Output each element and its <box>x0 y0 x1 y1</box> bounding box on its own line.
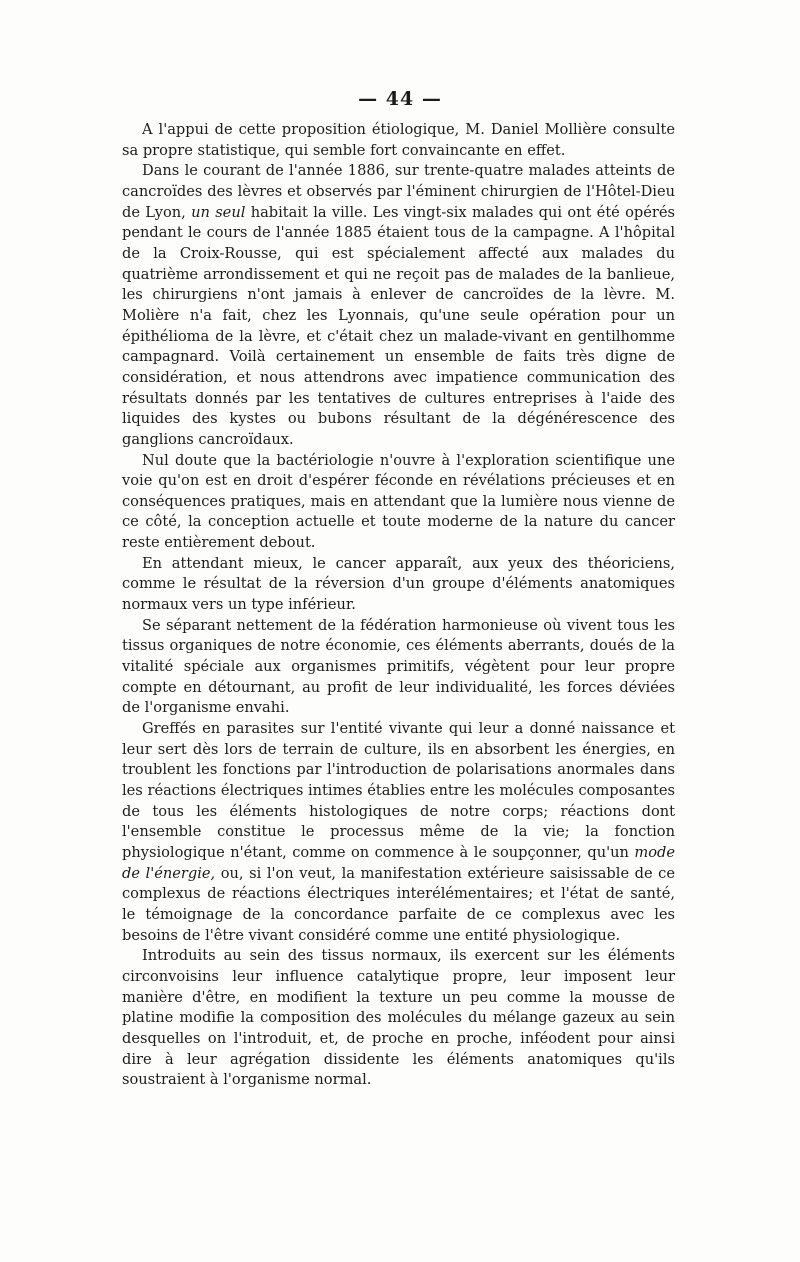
body-text <box>122 120 675 1091</box>
paragraph-6-part-2: ou, si l'on veut, la manifestation extérieure saisissable de ce complexus de réactions électriques interélémentaires; et l'état de santé, le témoignage de la concordance parfaite de ce complexus avec les besoins de l'être vivant considéré comme une entité physiologique. <box>122 864 675 944</box>
paragraph-3: Nul doute que la bactériologie n'ouvre à l'exploration scientifique une voie qu'on est en droit d'espérer féconde en révélations précieuses et en conséquences pratiques, mais en attendant que la lumière nous vienne de ce côté, la conception actuelle et toute moderne de la nature du cancer reste entièrement debout. <box>122 451 675 552</box>
paragraph-6-part-1: Greffés en parasites sur l'entité vivante qui leur a donné naissance et leur sert dès lors de terrain de culture, ils en absorbent les énergies, en troublent les fonctions par l'introduction de polarisations anormales dans les réactions électriques intimes établies entre les molécules composantes de tous les éléments histologiques de notre corps; réactions dont l'ensemble constitue le processus même de la vie; la fonction physiologique n'étant, comme on commence à le soupçonner, qu'un <box>122 720 675 861</box>
paragraph-1: A l'appui de cette proposition étiologique, M. Daniel Mollière consulte sa propre statistique, qui semble fort convaincante en effet. <box>122 121 675 159</box>
paragraph-6 <box>122 719 675 946</box>
paragraph-2-part-2: habitait la ville. Les vingt-six malades qui ont été opérés pendant le cours de l'année 1885 étaient tous de la campagne. A l'hôpital de la Croix-Rousse, qui est spécialement affecté aux malades du quatrième arrondissement et qui ne reçoit pas de malades de la banlieue, les chirurgiens n'ont jamais à enlever de cancroïdes de la lèvre. M. Molière n'a fait, chez les Lyonnais, qu'une seule opération pour un épithélioma de la lèvre, et c'était chez un malade-vivant en gentilhomme campagnard. Voilà certainement un ensemble de faits très digne de considération, et nous attendrons avec impatience communication des résultats donnés par les tentatives de cultures entreprises à l'aide des liquides des kystes ou bubons résultant de la dégénérescence des ganglions cancroïdaux. <box>122 203 675 448</box>
paragraph-4: En attendant mieux, le cancer apparaît, aux yeux des théoriciens, comme le résultat de la réversion d'un groupe d'éléments anatomiques normaux vers un type inférieur. <box>122 554 675 614</box>
paragraph-7: Introduits au sein des tissus normaux, ils exercent sur les éléments circonvoisins leur influence catalytique propre, leur imposent leur manière d'être, en modifient la texture un peu comme la mousse de platine modifie la composition des molécules du mélange gazeux au sein desquelles on l'introduit, et, de proche en proche, inféodent pour ainsi dire à leur agrégation dissidente les éléments anatomiques qu'ils soustraient à l'organisme normal. <box>122 947 675 1089</box>
page-number: — 44 — <box>358 88 442 110</box>
paragraph-2 <box>122 161 675 450</box>
paragraph-6-emphasis: mode de l'énergie, <box>122 843 675 882</box>
paragraph-2-part-1: Dans le courant de l'année 1886, sur trente-quatre malades atteints de cancroïdes des lèvres et observés par l'éminent chirurgien de l'Hôtel-Dieu de Lyon, <box>122 162 675 221</box>
paragraph-2-emphasis: un seul <box>191 203 246 221</box>
paragraph-5: Se séparant nettement de la fédération harmonieuse où vivent tous les tissus organiques de notre économie, ces éléments aberrants, doués de la vitalité spéciale aux organismes primitifs, végètent pour leur propre compte en détournant, au profit de leur individualité, les forces déviées de l'organisme envahi. <box>122 616 675 717</box>
